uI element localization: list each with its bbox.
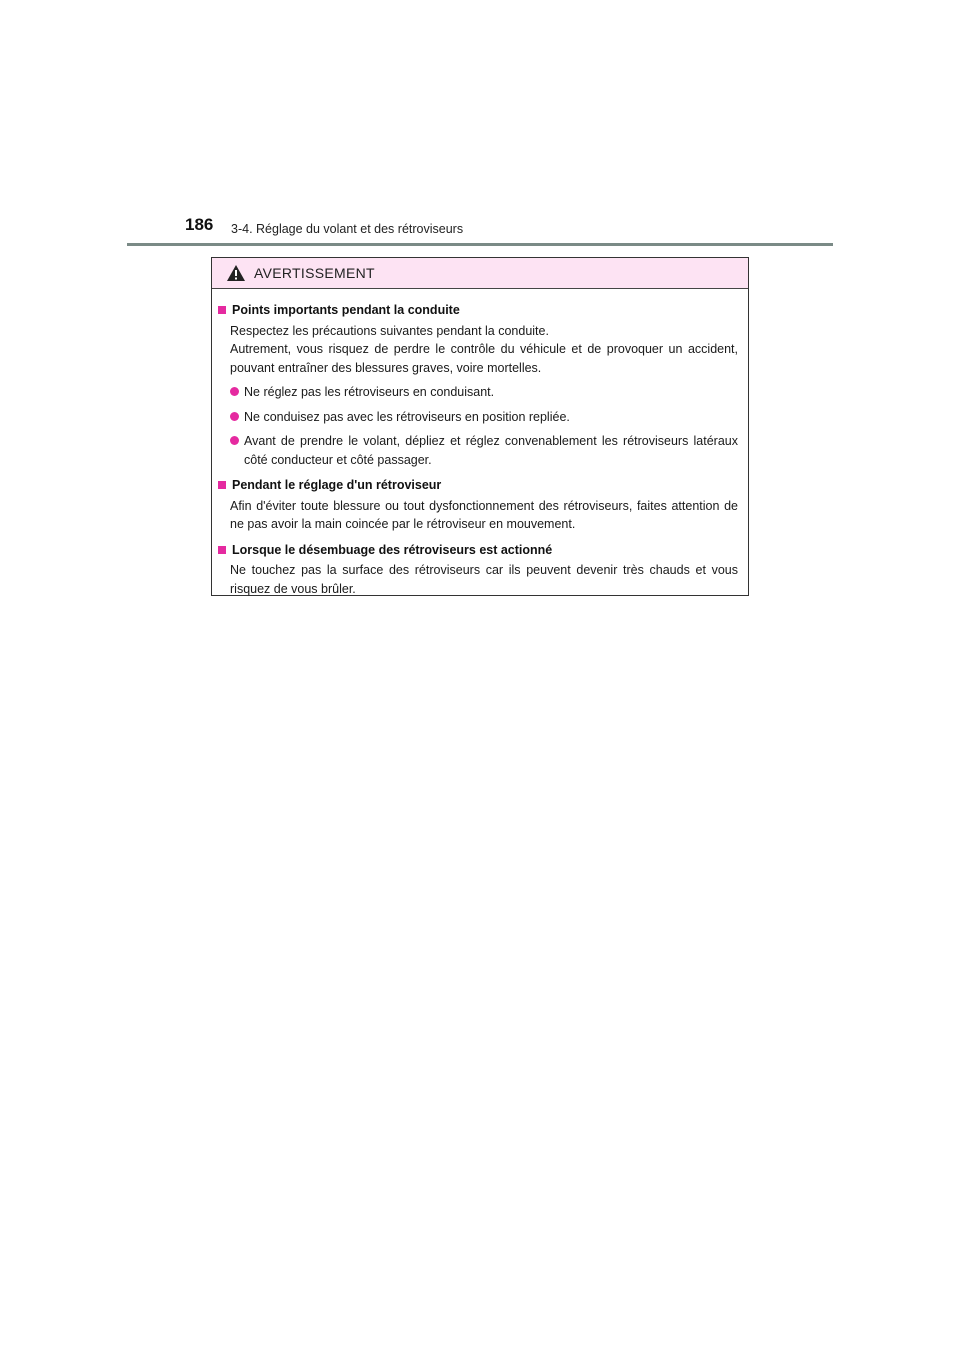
paragraph: Afin d'éviter toute blessure ou tout dysfonctionnement des rétroviseurs, faites attention de ne pas avoir la main coincée par le rétroviseur en mouvement. [230, 498, 738, 531]
topic-heading [218, 301, 738, 320]
paragraph: Ne touchez pas la surface des rétroviseurs car ils peuvent devenir très chauds et vous risquez de vous brûler. [230, 563, 738, 596]
list-item [218, 432, 738, 469]
page-number: 186 [185, 215, 214, 234]
dot-bullet-icon [230, 387, 239, 396]
square-bullet-icon [218, 481, 226, 489]
list-item-text: Ne réglez pas les rétroviseurs en conduisant. [244, 385, 495, 399]
dot-bullet-icon [230, 436, 239, 445]
section-title: 3-4. Réglage du volant et des rétroviseurs [231, 222, 464, 236]
warning-body [212, 289, 748, 598]
warning-header [212, 258, 748, 289]
square-bullet-icon [218, 306, 226, 314]
list-item [218, 383, 738, 402]
topic-title: Points importants pendant la conduite [232, 303, 460, 317]
warning-box [211, 257, 749, 596]
dot-bullet-icon [230, 412, 239, 421]
warning-title: AVERTISSEMENT [254, 265, 375, 281]
list-item-text: Avant de prendre le volant, dépliez et réglez convenablement les rétroviseurs latéraux côté conducteur et côté passager. [244, 434, 738, 467]
topic-title: Lorsque le désembuage des rétroviseurs est actionné [232, 542, 553, 557]
list-item [218, 408, 738, 427]
paragraph: Autrement, vous risquez de perdre le contrôle du véhicule et de provoquer un accident, pouvant entraîner des blessures graves, voire mortelles. [230, 342, 738, 375]
header-divider [127, 243, 833, 246]
topic-heading [218, 541, 738, 560]
warning-triangle-icon [226, 264, 246, 282]
square-bullet-icon [218, 546, 226, 554]
paragraph: Respectez les précautions suivantes pendant la conduite. [230, 323, 549, 338]
topic-heading [218, 476, 738, 495]
topic-title: Pendant le réglage d'un rétroviseur [232, 478, 442, 492]
list-item-text: Ne conduisez pas avec les rétroviseurs en position repliée. [244, 409, 570, 424]
